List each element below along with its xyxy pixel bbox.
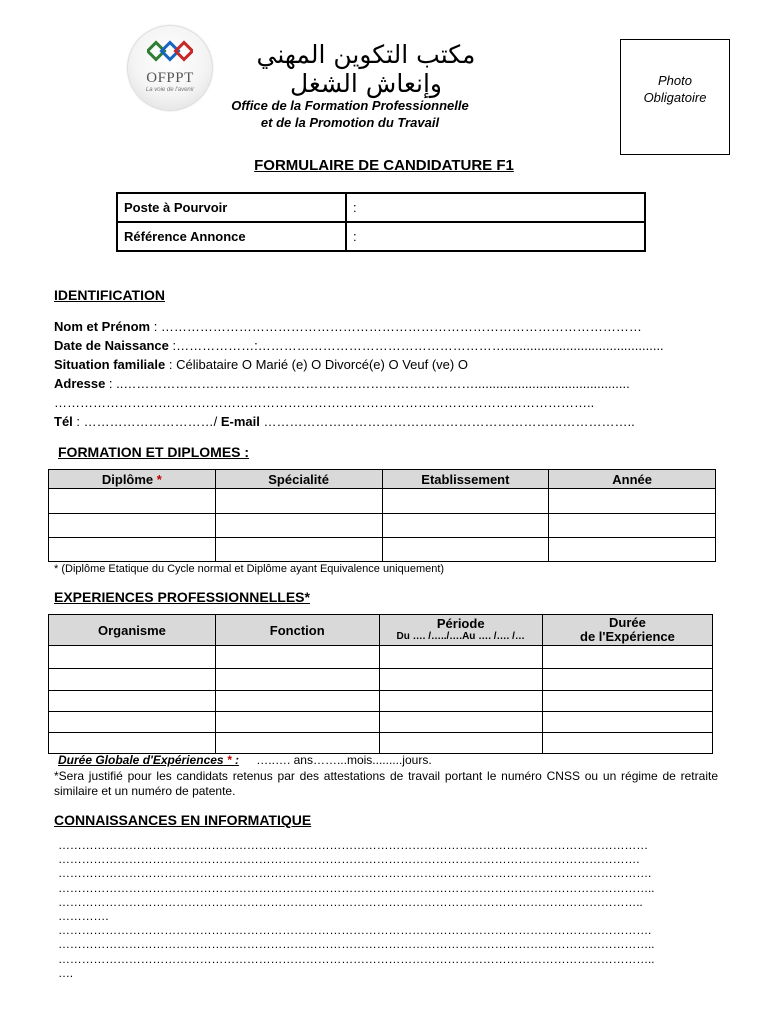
col-duree <box>542 615 712 646</box>
duree-globale-value: …..…. ans……...mois.........jours. <box>256 753 432 767</box>
table-row <box>49 646 713 669</box>
col-duree-line1: Durée <box>609 615 646 630</box>
table-header-row <box>49 615 713 646</box>
tel-dots: : …………………………/ <box>72 414 221 429</box>
table-cell[interactable] <box>215 733 379 754</box>
dot-line: …………. <box>58 909 109 924</box>
table-cell[interactable] <box>49 712 216 733</box>
table-cell[interactable] <box>215 489 382 514</box>
arabic-office-name: مكتب التكوين المهني وإنعاش الشغل <box>256 40 476 98</box>
col-organisme: Organisme <box>49 615 216 646</box>
table-cell[interactable] <box>542 733 712 754</box>
logo-emblem-icon <box>147 40 193 66</box>
situation-label: Situation familiale <box>54 357 166 372</box>
table-cell[interactable] <box>382 514 549 538</box>
table-cell[interactable] <box>542 691 712 712</box>
logo-brand: OFPPT <box>146 70 194 86</box>
post-table <box>116 192 646 252</box>
formation-heading-text: FORMATION ET DIPLOMES : <box>58 444 250 460</box>
dot-line: …………………………………………………………………………………………………………………………………….. <box>58 951 655 966</box>
col-periode <box>379 615 542 646</box>
table-cell[interactable] <box>382 538 549 562</box>
naissance-line[interactable] <box>54 338 664 353</box>
table-cell[interactable] <box>549 538 716 562</box>
dot-line: ……………………………………………………………………………………………………………………………………. <box>58 866 652 881</box>
adresse-dots: : ..………………………………………………………………………........................................... <box>105 376 630 391</box>
table-cell[interactable] <box>382 489 549 514</box>
col-specialite: Spécialité <box>215 470 382 489</box>
table-cell[interactable] <box>379 712 542 733</box>
table-cell[interactable] <box>49 691 216 712</box>
table-cell[interactable] <box>49 514 216 538</box>
adresse-line[interactable] <box>54 376 630 391</box>
table-cell[interactable] <box>549 514 716 538</box>
table-row <box>49 733 713 754</box>
identification-heading-text: IDENTIFICATION <box>54 287 165 303</box>
table-cell[interactable] <box>542 712 712 733</box>
photo-box[interactable] <box>620 39 730 155</box>
dot-line: …………………………………………………………………………………………………………………………………. <box>58 852 640 867</box>
situation-options[interactable]: : Célibataire O Marié (e) O Divorcé(e) O Veuf (ve) O <box>165 357 468 372</box>
reference-label: Référence Annonce <box>117 222 346 251</box>
table-row <box>117 193 645 222</box>
nom-label: Nom et Prénom <box>54 319 151 334</box>
tel-label: Tél <box>54 414 73 429</box>
table-cell[interactable] <box>379 691 542 712</box>
dot-line: …………………………………………………………………………………………………………………………………….. <box>58 880 655 895</box>
formation-table <box>48 469 716 562</box>
table-cell[interactable] <box>215 712 379 733</box>
email-label: E-mail <box>220 414 260 429</box>
experiences-heading-text: EXPERIENCES PROFESSIONNELLES* <box>54 589 310 605</box>
duree-globale-label <box>58 753 239 767</box>
table-row <box>49 538 716 562</box>
experiences-heading <box>54 589 310 605</box>
nom-dots: : ………………………………………………………………………………………………… <box>150 319 642 334</box>
table-row <box>49 489 716 514</box>
form-title: FORMULAIRE DE CANDIDATURE F1 <box>254 157 514 174</box>
table-cell[interactable] <box>49 669 216 691</box>
adresse-line-2[interactable]: …………………………………………………………………………………………………………….. <box>54 395 595 410</box>
naissance-label: Date de Naissance <box>54 338 169 353</box>
col-duree-line2: de l'Expérience <box>580 629 675 644</box>
col-diplome <box>49 470 216 489</box>
table-cell[interactable] <box>379 646 542 669</box>
col-diplome-label: Diplôme <box>101 471 154 487</box>
dot-line: …. <box>58 965 73 980</box>
post-value-field[interactable]: : <box>346 193 645 222</box>
table-cell[interactable] <box>215 691 379 712</box>
ofppt-logo <box>128 26 212 110</box>
situation-line[interactable] <box>54 357 468 372</box>
table-header-row <box>49 470 716 489</box>
photo-label-2: Obligatoire <box>643 90 707 105</box>
table-cell[interactable] <box>379 669 542 691</box>
experiences-footnote: *Sera justifié pour les candidats retenus par des attestations de travail portant le numéro CNSS ou un régime de retraite similaire et un numéro de patente. <box>54 769 718 798</box>
table-row <box>49 514 716 538</box>
table-cell[interactable] <box>49 538 216 562</box>
office-line-2: et de la Promotion du Travail <box>260 115 440 130</box>
table-row <box>117 222 645 251</box>
logo-tagline: La voie de l'avenir <box>145 87 195 93</box>
table-cell[interactable] <box>379 733 542 754</box>
table-cell[interactable] <box>542 669 712 691</box>
col-annee: Année <box>549 470 716 489</box>
table-cell[interactable] <box>49 733 216 754</box>
tel-line[interactable] <box>54 414 635 429</box>
table-cell[interactable] <box>215 669 379 691</box>
table-cell[interactable] <box>215 538 382 562</box>
dot-line: …………………………………………………………………………………………………………………………………… <box>58 838 649 852</box>
duree-globale-colon: : <box>234 753 239 767</box>
table-cell[interactable] <box>542 646 712 669</box>
reference-value-field[interactable]: : <box>346 222 645 251</box>
experiences-table <box>48 614 713 754</box>
table-row <box>49 712 713 733</box>
table-cell[interactable] <box>49 646 216 669</box>
diplome-asterisk: * <box>156 471 162 487</box>
table-cell[interactable] <box>549 489 716 514</box>
table-cell[interactable] <box>215 646 379 669</box>
table-row <box>49 669 713 691</box>
informatique-heading <box>54 812 311 828</box>
table-cell[interactable] <box>215 514 382 538</box>
informatique-lines[interactable] <box>58 838 654 980</box>
formation-note: * (Diplôme Etatique du Cycle normal et Diplôme ayant Equivalence uniquement) <box>54 563 445 575</box>
duree-globale-star: * <box>223 753 235 767</box>
col-periode-sub: Du …. /…../….Au …. /…. /… <box>396 631 525 642</box>
col-etablissement: Etablissement <box>382 470 549 489</box>
dot-line: ……………………………………………………………………………………………………………………………………. <box>58 923 652 938</box>
dot-line: …………………………………………………………………………………………………………………………………….. <box>58 937 655 952</box>
formation-heading <box>58 444 249 460</box>
naissance-dots: :………………:…………………………………………………............................................ <box>168 338 664 353</box>
adresse-label: Adresse <box>54 376 106 391</box>
office-line-1: Office de la Formation Professionnelle <box>231 98 469 113</box>
col-periode-label: Période <box>436 616 485 631</box>
nom-line[interactable] <box>54 319 642 334</box>
identification-heading <box>54 287 165 303</box>
duree-globale-line[interactable] <box>58 753 432 767</box>
dot-line: ………………………………………………………………………………………………………………………………….. <box>58 894 643 909</box>
photo-label-1: Photo <box>658 73 692 88</box>
duree-globale-label-text: Durée Globale d'Expériences <box>58 753 224 767</box>
informatique-heading-text: CONNAISSANCES EN INFORMATIQUE <box>54 812 312 828</box>
post-label: Poste à Pourvoir <box>117 193 346 222</box>
col-fonction: Fonction <box>215 615 379 646</box>
email-dots: ………………………………………………………………………….. <box>259 414 635 429</box>
office-name <box>205 97 495 131</box>
table-row <box>49 691 713 712</box>
table-cell[interactable] <box>49 489 216 514</box>
